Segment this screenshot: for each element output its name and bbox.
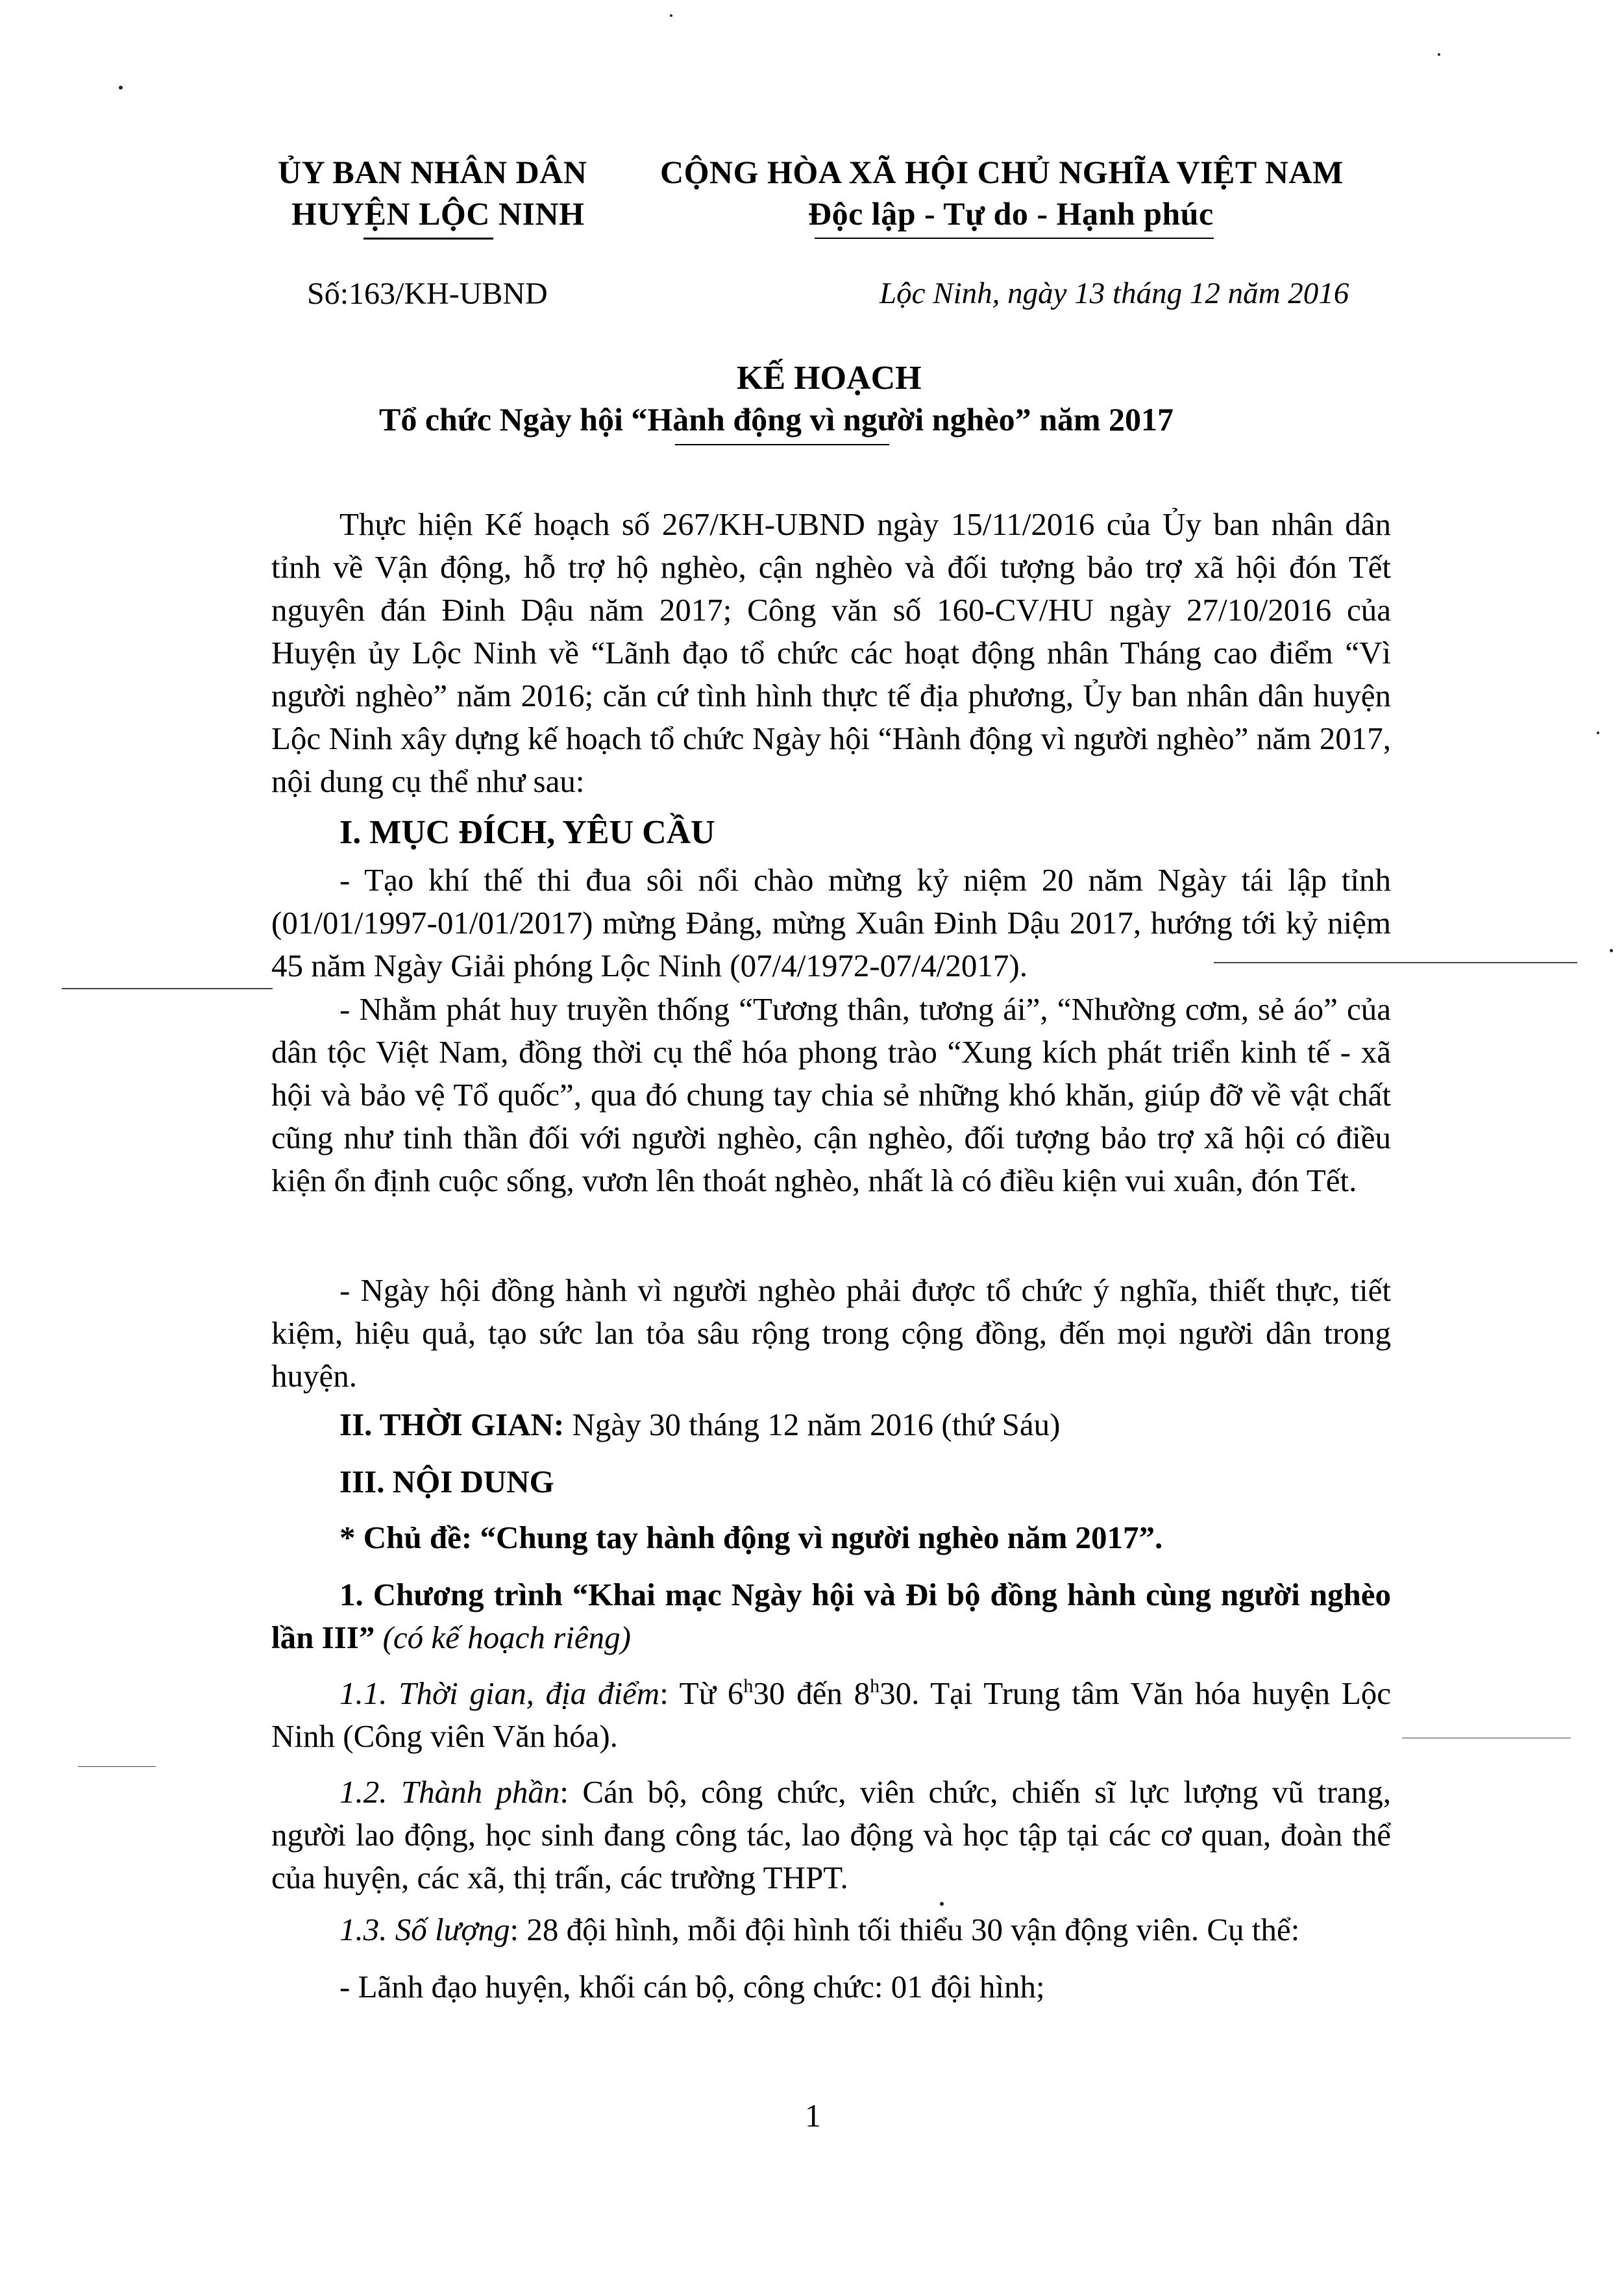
document-subtitle: Tổ chức Ngày hội “Hành động vì người nghèo” năm 2017 (379, 401, 1174, 438)
item-1-3-label: 1.3. Số lượng (339, 1912, 510, 1947)
item-1-1-label: 1.1. Thời gian, địa điểm (339, 1675, 660, 1711)
section-2-line (339, 1403, 1060, 1446)
item-1-3-text: : 28 đội hình, mỗi đội hình tối thiểu 30 vận động viên. Cụ thể: (510, 1912, 1300, 1947)
section-1-paragraph-2: - Nhằm phát huy truyền thống “Tương thân, tương ái”, “Nhường cơm, sẻ áo” của dân tộc Việt Nam, đồng thời cụ thể hóa phong trào “Xung kích phát triển kinh tế - xã hội và bảo vệ Tổ quốc”, qua đó chung tay chia sẻ những khó khăn, giúp đỡ về vật chất cũng như tinh thần đối với người nghèo, cận nghèo, đối tượng bảo trợ xã hội có điều kiện ổn định cuộc sống, vươn lên thoát nghèo, nhất là có điều kiện vui xuân, đón Tết. (271, 991, 1391, 1198)
item-1-1-text-b: 30 đến 8 (753, 1675, 870, 1711)
page-number: 1 (805, 2097, 821, 2134)
item-1-1 (271, 1672, 1391, 1758)
section-1-paragraph-1: - Tạo khí thế thi đua sôi nổi chào mừng kỷ niệm 20 năm Ngày tái lập tỉnh (01/01/1997-01/01/2017) mừng Đảng, mừng Xuân Đinh Dậu 2017, hướng tới kỷ niệm 45 năm Ngày Giải phóng Lộc Ninh (07/4/1972-07/4/2017). (271, 862, 1391, 983)
scan-line-2 (1214, 962, 1577, 963)
item-1-note: (có kế hoạch riêng) (375, 1620, 631, 1655)
item-1-heading (271, 1573, 1391, 1659)
item-1-3-sub-1: - Lãnh đạo huyện, khối cán bộ, công chức: 01 đội hình; (339, 1969, 1045, 2004)
issuer-name: ỦY BAN NHÂN DÂN (278, 154, 587, 190)
scan-speck-3 (1438, 53, 1440, 56)
issuer-district: HUYỆN LỘC NINH (291, 195, 585, 232)
subtitle-underline (675, 444, 889, 445)
item-1-2 (271, 1771, 1391, 1899)
section-2-label: II. THỜI GIAN: (339, 1407, 565, 1442)
section-2-text: Ngày 30 tháng 12 năm 2016 (thứ Sáu) (564, 1407, 1061, 1442)
scan-line-3 (78, 1766, 156, 1767)
scan-speck-6 (1597, 732, 1599, 734)
motto-underline (815, 238, 1214, 239)
document-number: Số:163/KH-UBND (307, 277, 548, 311)
place-date: Lộc Ninh, ngày 13 tháng 12 năm 2016 (880, 277, 1349, 310)
scan-speck-4 (1610, 949, 1613, 952)
document-title: KẾ HOẠCH (737, 360, 922, 397)
item-1-2-text: : Cán bộ, công chức, viên chức, chiến sĩ lực lượng vũ trang, người lao động, học sinh đang công tác, lao động và học tập tại các cơ quan, đoàn thể của huyện, các xã, thị trấn, các trường THPT. (271, 1774, 1391, 1895)
national-title: CỘNG HÒA XÃ HỘI CHỦ NGHĨA VIỆT NAM (660, 154, 1344, 190)
scan-speck-1 (119, 86, 123, 90)
section-1-title: I. MỤC ĐÍCH, YÊU CẦU (339, 814, 715, 851)
section-3-title: III. NỘI DUNG (339, 1464, 554, 1499)
item-1-title: 1. Chương trình “Khai mạc Ngày hội và Đi bộ đồng hành cùng người nghèo lần III” (271, 1577, 1391, 1655)
item-1-1-sup-2: h (870, 1675, 880, 1697)
item-1-3 (271, 1908, 1391, 1951)
item-1-1-text-a: : Từ 6 (659, 1675, 744, 1711)
item-1-1-text-c: 30. Tại Trung tâm Văn hóa huyện Lộc Ninh (Công viên Văn hóa). (271, 1675, 1392, 1754)
scan-speck-5 (940, 1902, 944, 1906)
theme-line: * Chủ đề: “Chung tay hành động vì người nghèo năm 2017”. (339, 1520, 1163, 1555)
item-1-1-sup-1: h (743, 1675, 754, 1697)
national-motto: Độc lập - Tự do - Hạnh phúc (808, 195, 1214, 232)
section-1-paragraph-3: - Ngày hội đồng hành vì người nghèo phải được tổ chức ý nghĩa, thiết thực, tiết kiệm, hiệu quả, tạo sức lan tỏa sâu rộng trong cộng đồng, đến mọi người dân trong huyện. (271, 1272, 1391, 1394)
scan-line-1 (62, 988, 273, 989)
issuer-underline (363, 238, 493, 240)
scan-speck-2 (670, 14, 672, 17)
item-1-2-label: 1.2. Thành phần (339, 1774, 560, 1810)
intro-paragraph: Thực hiện Kế hoạch số 267/KH-UBND ngày 15/11/2016 của Ủy ban nhân dân tỉnh về Vận động, hỗ trợ hộ nghèo, cận nghèo và đối tượng bảo trợ xã hội đón Tết nguyên đán Đinh Dậu năm 2017; Công văn số 160-CV/HU ngày 27/10/2016 của Huyện ủy Lộc Ninh về “Lãnh đạo tổ chức các hoạt động nhân Tháng cao điểm “Vì người nghèo” năm 2016; căn cứ tình hình thực tế địa phương, Ủy ban nhân dân huyện Lộc Ninh xây dựng kế hoạch tổ chức Ngày hội “Hành động vì người nghèo” năm 2017, nội dung cụ thể như sau: (271, 506, 1391, 799)
